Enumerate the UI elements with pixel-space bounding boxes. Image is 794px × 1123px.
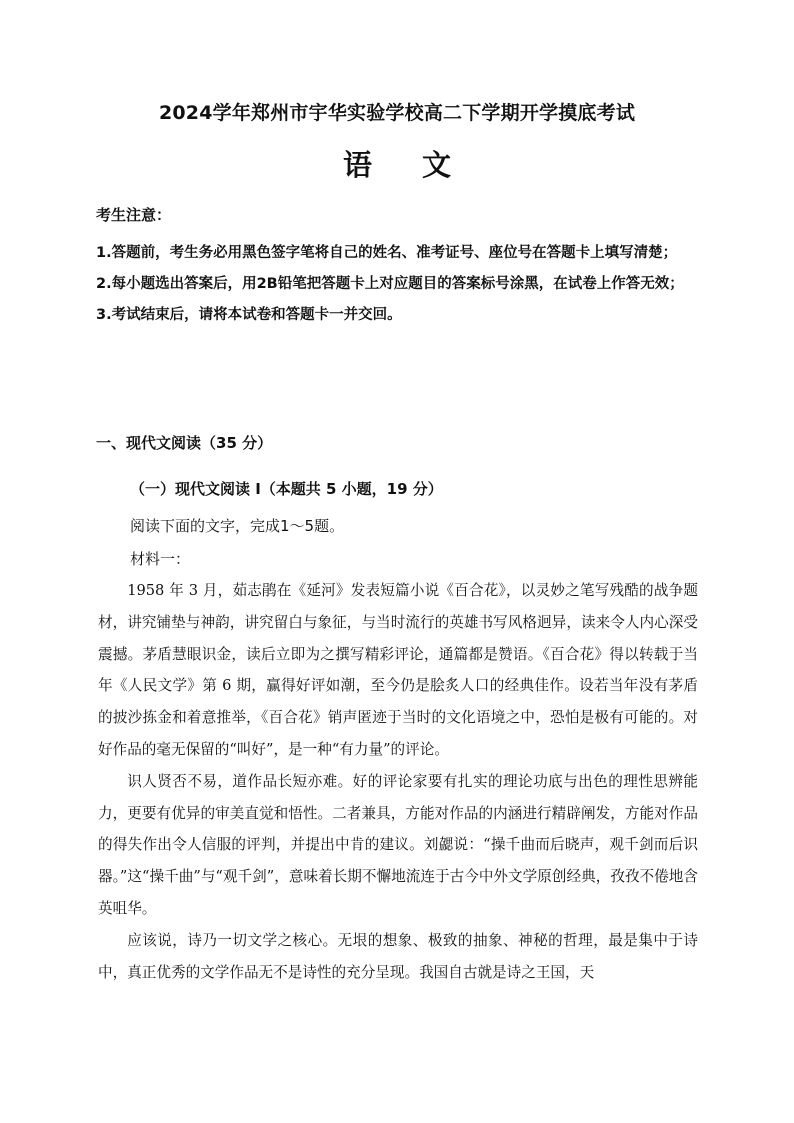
passage-paragraph: 1958 年 3 月，茹志鹃在《延河》发表短篇小说《百合花》，以灵妙之笔写残酷的战争题材，讲究铺垫与神韵，讲究留白与象征，与当时流行的英雄书写风格迥异，读来令人内心深受震撼。茅盾慧眼识金，读后立即为之撰写精彩评论，通篇都是赞语。《百合花》得以转载于当年《人民文学》第 6 期，赢得好评如潮，至今仍是脍炙人口的经典佳作。设若当年没有茅盾的披沙拣金和着意推举，《百合花》销声匿迹于当时的文化语境之中，恐怕是极有可能的。对好作品的毫无保留的“叫好”，是一种“有力量”的评论。: [98, 582, 698, 758]
section-heading: 一、现代文阅读（35 分）: [96, 434, 273, 452]
notice-item: 1.答题前，考生务必用黑色签字笔将自己的姓名、准考证号、座位号在答题卡上填写清楚；: [96, 245, 678, 261]
notice-item: 3.考试结束后，请将本试卷和答题卡一并交回。: [96, 307, 402, 323]
reading-instruction: 阅读下面的文字，完成1～5题。: [130, 517, 345, 535]
reading-passage: [98, 575, 698, 988]
subject-title: 语文: [342, 148, 501, 182]
notice-item: 2.每小题选出答案后，用2B铅笔把答题卡上对应题目的答案标号涂黑，在试卷上作答无效；: [96, 276, 684, 292]
exam-title: 2024学年郑州市宇华实验学校高二下学期开学摸底考试: [158, 102, 636, 124]
passage-paragraph: 识人贤否不易，道作品长短亦难。好的评论家要有扎实的理论功底与出色的理性思辨能力，更要有优异的审美直觉和悟性。二者兼具，方能对作品的内涵进行精辟阐发，方能对作品的得失作出令人信服的评判，并提出中肯的建议。刘勰说：“操千曲而后晓声，观千剑而后识器。”这“操千曲”与“观千剑”，意味着长期不懈地流连于古今中外文学原创经典，孜孜不倦地含英咀华。: [98, 772, 698, 917]
passage-paragraph: 应该说，诗乃一切文学之核心。无垠的想象、极致的抽象、神秘的哲理，最是集中于诗中，真正优秀的文学作品无不是诗性的充分呈现。我国自古就是诗之王国，天: [98, 931, 698, 981]
sub-section-heading: （一）现代文阅读 I（本题共 5 小题，19 分）: [130, 480, 443, 498]
notice-list: [96, 238, 706, 331]
notice-heading: 考生注意：: [96, 206, 172, 224]
material-label: 材料一：: [130, 550, 191, 568]
